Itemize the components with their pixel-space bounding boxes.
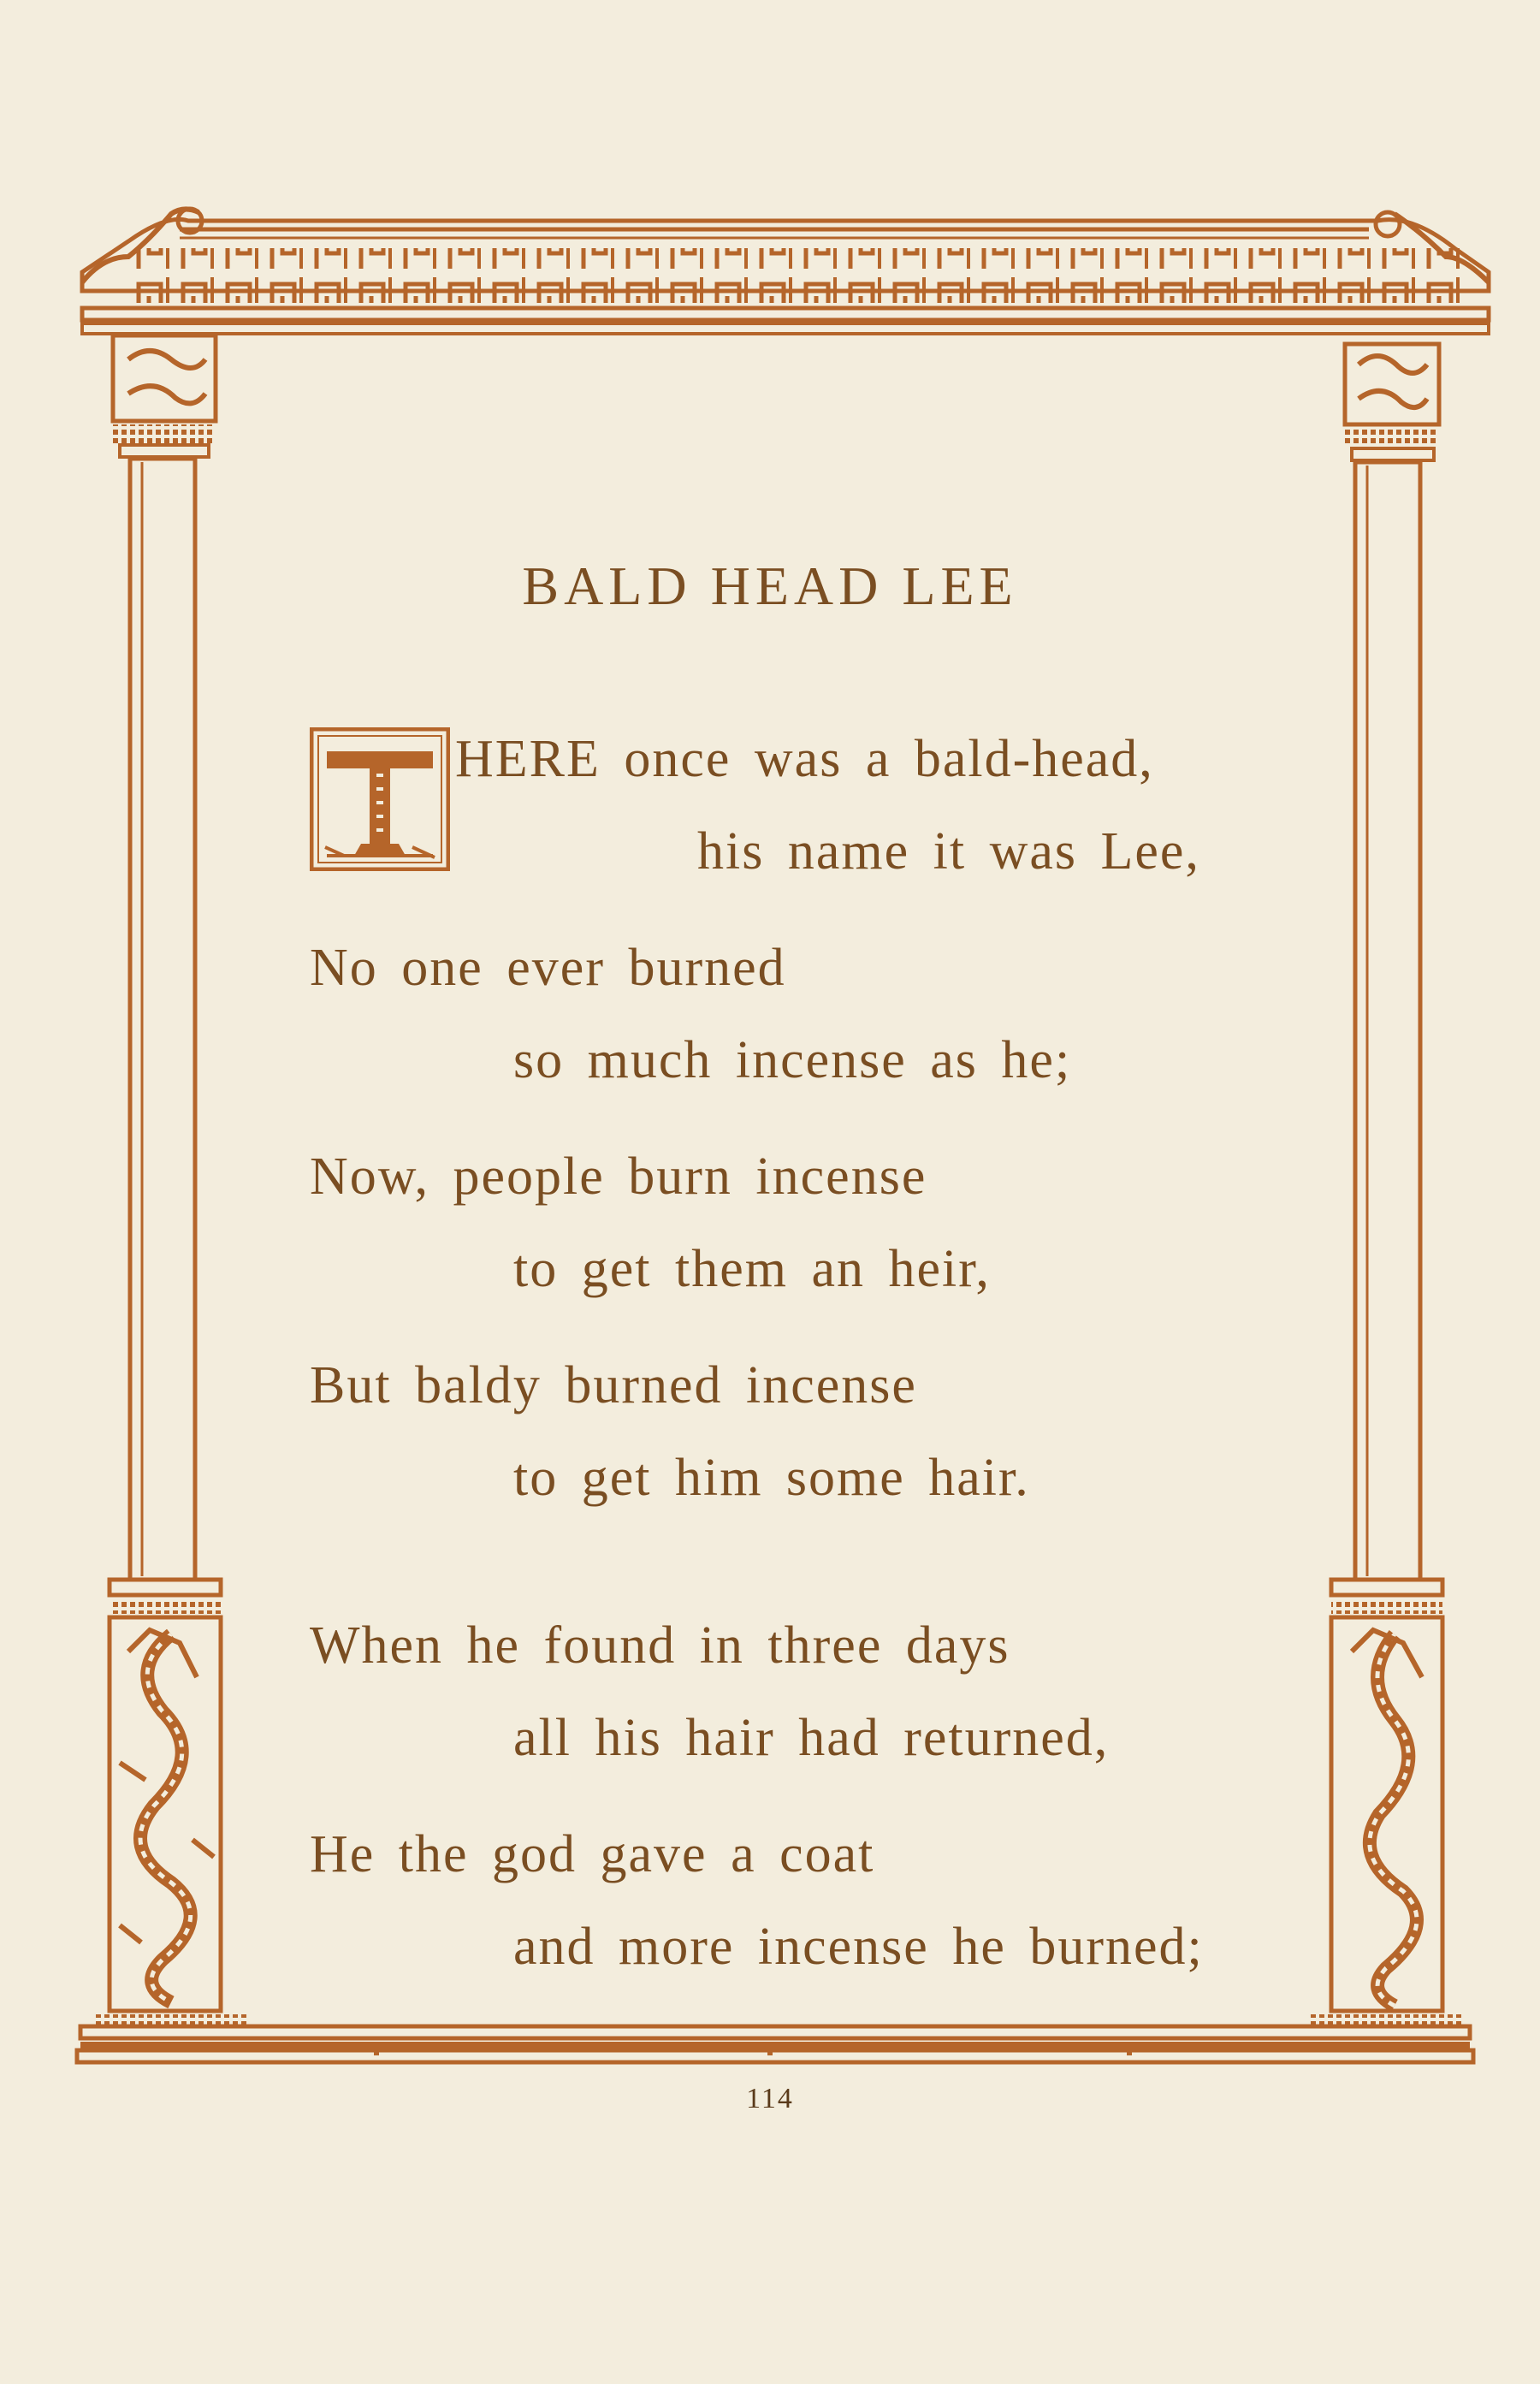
poem-line-12: and more incense he burned; [513,1918,1204,1976]
poem-line-6: to get them an heir, [513,1240,991,1298]
poem-line-9: When he found in three days [310,1616,1010,1675]
poem-line-8: to get him some hair. [513,1449,1030,1507]
base-beam-icon [77,2014,1473,2062]
poem-line-11: He the god gave a coat [310,1825,875,1883]
poem-line-3: No one ever burned [310,939,786,997]
poem-line-5: Now, people burn incense [310,1148,927,1206]
drop-cap-t-icon [310,727,450,871]
poem-line-2: his name it was Lee, [697,822,1200,881]
poem-line-10: all his hair had returned, [513,1709,1110,1767]
roof-fret-icon [82,209,1489,334]
poem-line-7: But baldy burned incense [310,1356,917,1414]
poem-title: BALD HEAD LEE [522,555,1018,616]
poem-line-4: so much incense as he; [513,1031,1072,1089]
poem-line-1 [455,729,1154,790]
drop-cap-remainder: HERE once was a bald-head, [455,730,1154,788]
page-number: 114 [746,2083,794,2114]
